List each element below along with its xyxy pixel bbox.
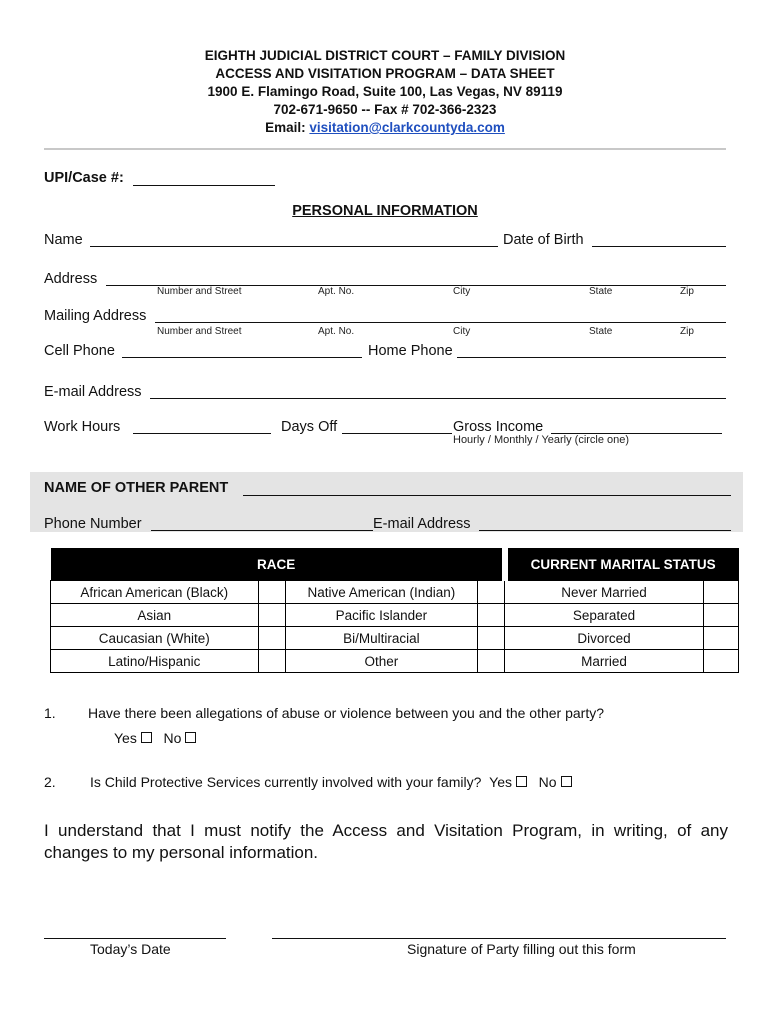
address-sub-state: State bbox=[589, 286, 613, 297]
marital-option: Married bbox=[505, 650, 703, 673]
name-label: Name bbox=[44, 232, 83, 248]
q2-no-checkbox[interactable] bbox=[561, 776, 572, 787]
q2-yes-label: Yes bbox=[489, 774, 512, 790]
personal-info-title: PERSONAL INFORMATION bbox=[292, 203, 478, 219]
home-phone-label: Home Phone bbox=[368, 343, 453, 359]
other-parent-phone-label: Phone Number bbox=[44, 516, 142, 532]
race-option: Pacific Islander bbox=[285, 604, 477, 627]
signature-label: Signature of Party filling out this form bbox=[407, 941, 636, 957]
race-option: Caucasian (White) bbox=[51, 627, 259, 650]
mailing-sub-zip: Zip bbox=[680, 326, 694, 337]
race-checkbox[interactable] bbox=[478, 650, 505, 673]
dob-field[interactable] bbox=[592, 246, 726, 247]
race-checkbox[interactable] bbox=[478, 627, 505, 650]
address-sub-zip: Zip bbox=[680, 286, 694, 297]
address-sub-apt: Apt. No. bbox=[318, 286, 355, 297]
date-label: Today’s Date bbox=[90, 941, 171, 957]
table-row bbox=[51, 627, 739, 650]
work-hours-label: Work Hours bbox=[44, 419, 121, 435]
address-sub-city: City bbox=[453, 286, 471, 297]
other-parent-email-label: E-mail Address bbox=[373, 516, 471, 532]
question-1-number: 1. bbox=[44, 705, 56, 721]
race-checkbox[interactable] bbox=[258, 581, 285, 604]
acknowledgement-statement: I understand that I must notify the Access and Visitation Program, in writing, of any changes to my personal information. bbox=[44, 821, 728, 862]
other-parent-name-label: NAME OF OTHER PARENT bbox=[44, 480, 229, 496]
cell-phone-label: Cell Phone bbox=[44, 343, 115, 359]
income-note: Hourly / Monthly / Yearly (circle one) bbox=[453, 434, 630, 446]
header-divider bbox=[44, 148, 726, 150]
address-sub-street: Number and Street bbox=[157, 286, 242, 297]
address-line: 1900 E. Flamingo Road, Suite 100, Las Vegas, NV 89119 bbox=[207, 84, 563, 99]
program-title: ACCESS AND VISITATION PROGRAM – DATA SHEET bbox=[215, 66, 555, 81]
race-checkbox[interactable] bbox=[478, 604, 505, 627]
marital-option: Separated bbox=[505, 604, 703, 627]
marital-checkbox[interactable] bbox=[703, 604, 738, 627]
marital-option: Divorced bbox=[505, 627, 703, 650]
dob-label: Date of Birth bbox=[503, 232, 584, 248]
mailing-sub-city: City bbox=[453, 326, 471, 337]
race-checkbox[interactable] bbox=[258, 650, 285, 673]
email-address-field[interactable] bbox=[150, 398, 726, 399]
race-option: Latino/Hispanic bbox=[51, 650, 259, 673]
name-field[interactable] bbox=[90, 246, 498, 247]
home-phone-field[interactable] bbox=[457, 357, 726, 358]
race-checkbox[interactable] bbox=[478, 581, 505, 604]
email-link[interactable]: visitation@clarkcountyda.com bbox=[309, 120, 505, 135]
q1-no-checkbox[interactable] bbox=[185, 732, 196, 743]
question-1-text: Have there been allegations of abuse or violence between you and the other party? bbox=[88, 705, 605, 721]
q1-no-label: No bbox=[163, 730, 182, 746]
q1-yes-checkbox[interactable] bbox=[141, 732, 152, 743]
race-checkbox[interactable] bbox=[258, 627, 285, 650]
cell-phone-field[interactable] bbox=[122, 357, 362, 358]
question-2-line bbox=[90, 774, 572, 790]
work-hours-field[interactable] bbox=[133, 433, 271, 434]
race-option: Asian bbox=[51, 604, 259, 627]
question-2-number: 2. bbox=[44, 774, 56, 790]
race-option: Other bbox=[285, 650, 477, 673]
other-parent-email-field[interactable] bbox=[479, 530, 731, 531]
date-field[interactable] bbox=[44, 938, 226, 939]
email-line bbox=[0, 119, 770, 137]
race-header: RACE bbox=[51, 548, 505, 581]
other-parent-name-field[interactable] bbox=[243, 495, 731, 496]
mailing-sub-street: Number and Street bbox=[157, 326, 242, 337]
mailing-field[interactable] bbox=[155, 322, 726, 323]
table-row bbox=[51, 604, 739, 627]
email-address-label: E-mail Address bbox=[44, 384, 142, 400]
table-row bbox=[51, 581, 739, 604]
question-1-answers bbox=[114, 730, 196, 746]
mailing-sub-apt: Apt. No. bbox=[318, 326, 355, 337]
race-option: African American (Black) bbox=[51, 581, 259, 604]
marital-checkbox[interactable] bbox=[703, 627, 738, 650]
mailing-sub-state: State bbox=[589, 326, 613, 337]
marital-checkbox[interactable] bbox=[703, 581, 738, 604]
race-option: Bi/Multiracial bbox=[285, 627, 477, 650]
email-label: Email: bbox=[265, 120, 306, 135]
q2-no-label: No bbox=[538, 774, 557, 790]
marital-checkbox[interactable] bbox=[703, 650, 738, 673]
gross-income-label: Gross Income bbox=[453, 419, 544, 435]
address-label: Address bbox=[44, 271, 98, 287]
case-label: UPI/Case #: bbox=[44, 170, 124, 186]
race-marital-table bbox=[50, 548, 739, 673]
court-title: EIGHTH JUDICIAL DISTRICT COURT – FAMILY DIVISION bbox=[204, 48, 566, 63]
signature-field[interactable] bbox=[272, 938, 726, 939]
other-parent-phone-field[interactable] bbox=[151, 530, 373, 531]
race-option: Native American (Indian) bbox=[285, 581, 477, 604]
race-checkbox[interactable] bbox=[258, 604, 285, 627]
q1-yes-label: Yes bbox=[114, 730, 137, 746]
question-2-text: Is Child Protective Services currently involved with your family? bbox=[90, 774, 482, 790]
q2-yes-checkbox[interactable] bbox=[516, 776, 527, 787]
phone-fax-line: 702-671-9650 -- Fax # 702-366-2323 bbox=[273, 102, 497, 117]
days-off-field[interactable] bbox=[342, 433, 452, 434]
mailing-label: Mailing Address bbox=[44, 308, 147, 324]
marital-header: CURRENT MARITAL STATUS bbox=[505, 548, 739, 581]
days-off-label: Days Off bbox=[281, 419, 338, 435]
table-row bbox=[51, 650, 739, 673]
table-header-row bbox=[51, 548, 739, 581]
case-number-field[interactable] bbox=[133, 185, 275, 186]
marital-option: Never Married bbox=[505, 581, 703, 604]
